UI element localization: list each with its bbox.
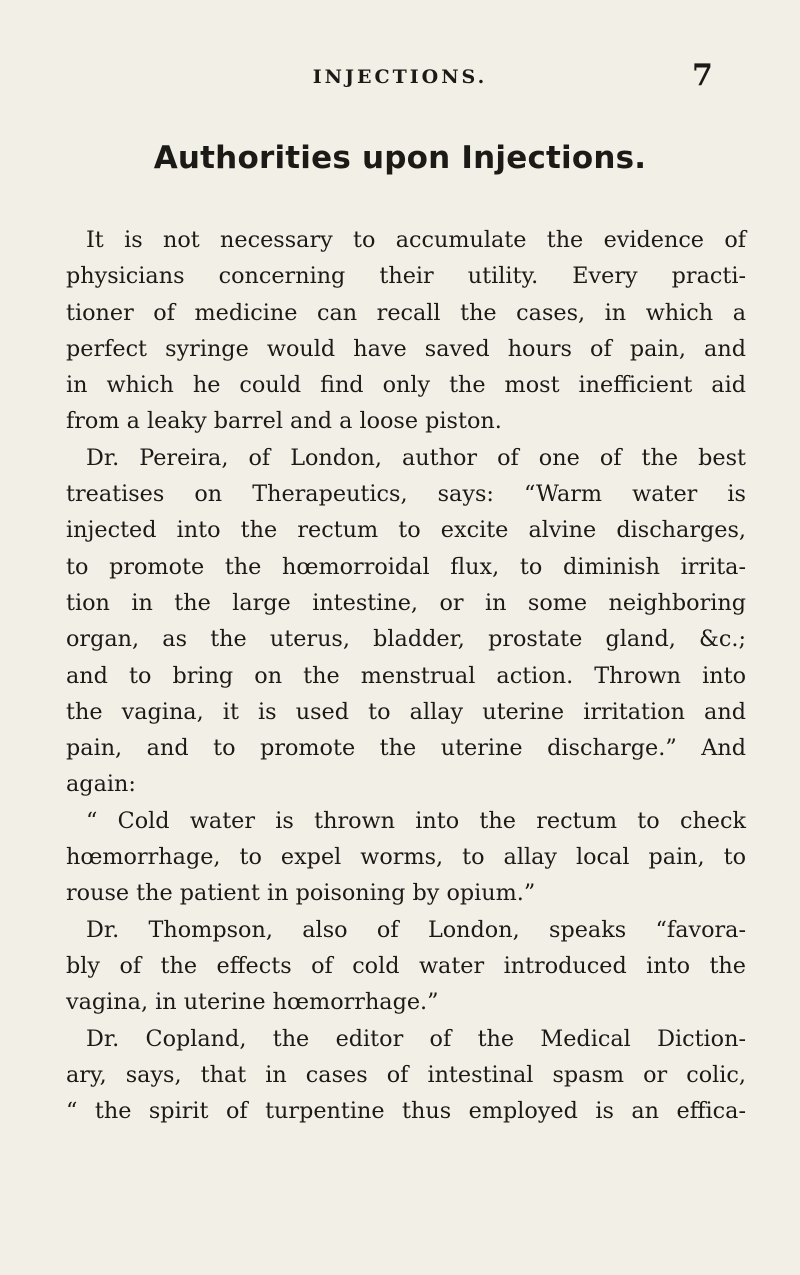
text-line: ary, says, that in cases of intestinal spasm or colic, xyxy=(66,1061,746,1088)
text-line: “ the spirit of turpentine thus employed is an effica- xyxy=(66,1098,746,1125)
text-line: treatises on Therapeutics, says: “Warm water is xyxy=(66,481,746,508)
text-line: from a leaky barrel and a loose piston. xyxy=(66,408,502,435)
text-line: hœmorrhage, to expel worms, to allay local pain, to xyxy=(66,844,746,871)
text-line: Dr. Pereira, of London, author of one of the best xyxy=(86,444,746,471)
section-title: Authorities upon Injections. xyxy=(153,140,647,176)
text-line: the vagina, it is used to allay uterine irritation and xyxy=(66,698,746,725)
text-line: vagina, in uterine hœmorrhage.” xyxy=(66,989,439,1016)
text-line: organ, as the uterus, bladder, prostate gland, &c.; xyxy=(66,626,746,653)
text-line: tion in the large intestine, or in some neighboring xyxy=(66,589,746,616)
page-number: 7 xyxy=(692,58,713,93)
text-line: “ Cold water is thrown into the rectum to check xyxy=(86,807,746,834)
body-text xyxy=(66,222,746,1129)
text-line: physicians concerning their utility. Every practi- xyxy=(66,263,746,290)
running-head xyxy=(0,58,800,96)
text-line: to promote the hœmorroidal flux, to diminish irrita- xyxy=(66,553,746,580)
text-line: again: xyxy=(66,771,136,798)
text-line: tioner of medicine can recall the cases, in which a xyxy=(66,299,746,326)
text-line: pain, and to promote the uterine discharge.” And xyxy=(66,735,746,762)
text-line: Dr. Copland, the editor of the Medical Diction- xyxy=(86,1025,746,1052)
text-line: rouse the patient in poisoning by opium.” xyxy=(66,880,536,907)
text-line: bly of the effects of cold water introduced into the xyxy=(66,952,746,979)
text-line: perfect syringe would have saved hours of pain, and xyxy=(66,335,746,362)
text-line: Dr. Thompson, also of London, speaks “favora- xyxy=(86,916,746,943)
text-line: in which he could find only the most inefficient aid xyxy=(66,372,746,399)
running-title: INJECTIONS. xyxy=(312,66,488,88)
text-line: and to bring on the menstrual action. Thrown into xyxy=(66,662,746,689)
text-line: It is not necessary to accumulate the evidence of xyxy=(86,227,746,253)
text-line: injected into the rectum to excite alvine discharges, xyxy=(66,517,746,544)
